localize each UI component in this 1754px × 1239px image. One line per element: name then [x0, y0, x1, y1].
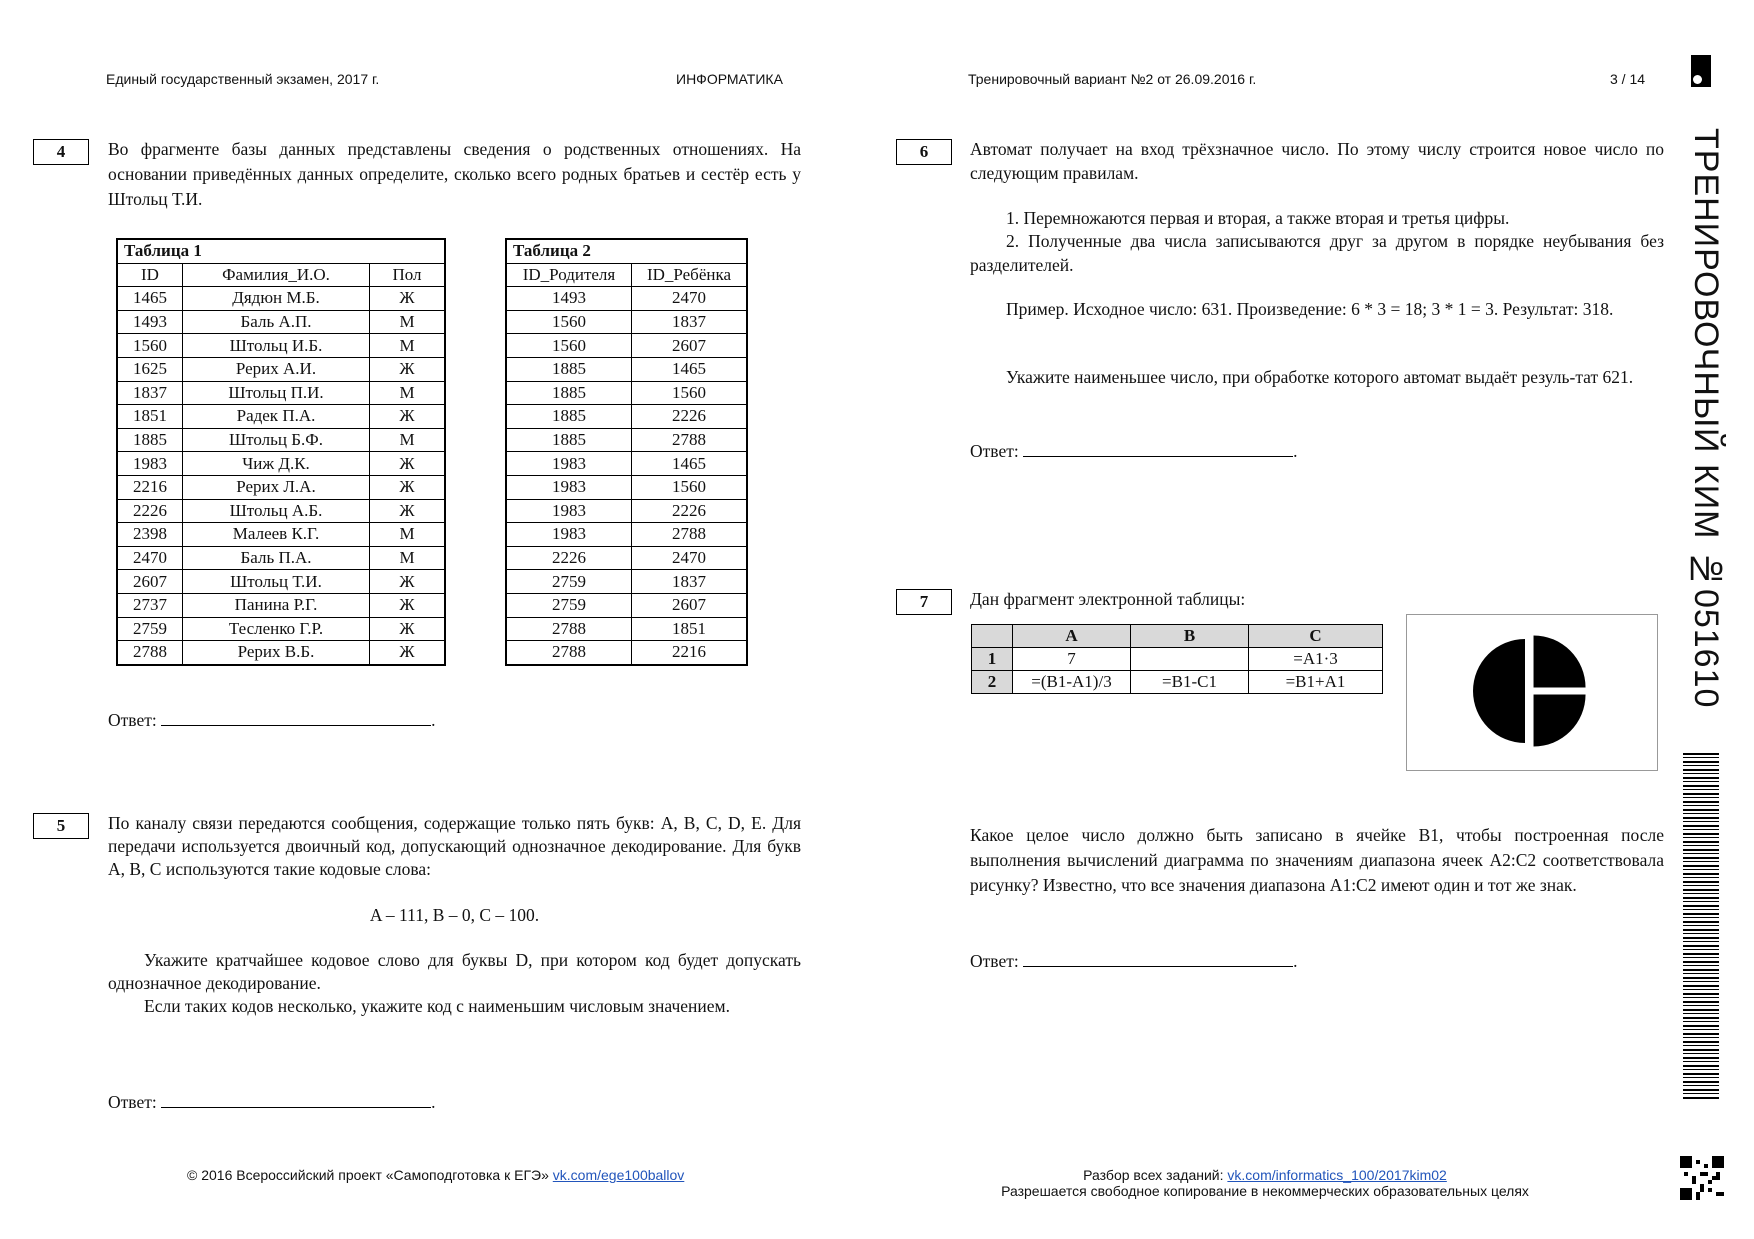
table-1-cell: Штольц Т.И. — [183, 570, 370, 594]
table-1-cell: 2737 — [117, 593, 183, 617]
answer-4-field[interactable] — [161, 708, 431, 726]
table-1-cell: 1851 — [117, 405, 183, 429]
table-2-row — [506, 334, 747, 358]
table-2-cell: 2470 — [632, 546, 748, 570]
table-2-row — [506, 357, 747, 381]
table-2-row — [506, 523, 747, 547]
table-2-cell: 2759 — [506, 593, 632, 617]
answer-6-field[interactable] — [1023, 439, 1293, 457]
question-number: 7 — [896, 589, 952, 615]
table-1-cell: Рерих В.Б. — [183, 641, 370, 665]
table-1-cell: Рерих Л.А. — [183, 475, 370, 499]
qr-code-icon — [1680, 1156, 1724, 1200]
table-1-row — [117, 523, 445, 547]
header-exam-title: Единый государственный экзамен, 2017 г. — [106, 71, 380, 87]
table-1-cell: 2398 — [117, 523, 183, 547]
table-2-row — [506, 617, 747, 641]
footer-copyright-text: © 2016 Всероссийский проект «Самоподготовка к ЕГЭ» — [187, 1167, 549, 1183]
table-2-row — [506, 428, 747, 452]
table-1-cell: М — [370, 428, 446, 452]
pie-chart — [1407, 615, 1657, 770]
table-1-caption: Таблица 1 — [117, 239, 445, 263]
table-1-row — [117, 310, 445, 334]
table-2-cell: 1493 — [506, 287, 632, 311]
sheet-cell — [1131, 648, 1249, 671]
table-1-cell: 1493 — [117, 310, 183, 334]
corner-mark-icon — [1691, 55, 1711, 87]
table-2-cell: 2788 — [632, 523, 748, 547]
question-6-text: Автомат получает на вход трёхзначное число. По этому числу строится новое число по следующим правилам. — [970, 139, 1664, 183]
table-2-cell: 1560 — [632, 475, 748, 499]
table-1-row — [117, 546, 445, 570]
table-1-cell: 1885 — [117, 428, 183, 452]
table-2-cell: 2788 — [506, 641, 632, 665]
table-1-row — [117, 381, 445, 405]
table-2-cell: 2216 — [632, 641, 748, 665]
footer-license: Разрешается свободное копирование в некоммерческих образовательных целях — [1001, 1183, 1529, 1199]
table-2-cell: 2759 — [506, 570, 632, 594]
table-1-cell: Штольц И.Б. — [183, 334, 370, 358]
table-2-cell: 2226 — [632, 405, 748, 429]
table-2-row — [506, 593, 747, 617]
table-1-cell: 2470 — [117, 546, 183, 570]
question-6-example: Пример. Исходное число: 631. Произведение: 6 * 3 = 18; 3 * 1 = 3. Результат: 318. — [1006, 299, 1614, 319]
table-2-cell: 1837 — [632, 310, 748, 334]
question-6-rule-2: 2. Полученные два числа записываются друг за другом в порядке неубывания без разделителей. — [970, 231, 1664, 275]
pie-slice — [1534, 695, 1586, 747]
sheet-col-header: B — [1131, 625, 1249, 648]
table-1-header: Пол — [370, 263, 446, 287]
table-1-row — [117, 499, 445, 523]
table-2-cell: 1983 — [506, 475, 632, 499]
question-7-task: Какое целое число должно быть записано в ячейке B1, чтобы построенная после выполнения вычислений диаграмма по значениям диапазона ячеек A2:C2 соответствовала рисунку? Известно, что все значения диапазона A1:C2 имеют один и тот же знак. — [970, 825, 1664, 895]
question-5-note: Если таких кодов несколько, укажите код с наименьшим числовым значением. — [144, 996, 731, 1016]
table-1-cell: Ж — [370, 475, 446, 499]
table-1-cell: Ж — [370, 357, 446, 381]
question-6-rule-1: 1. Перемножаются первая и вторая, а также вторая и третья цифры. — [1006, 208, 1510, 228]
table-1-cell: Ж — [370, 593, 446, 617]
table-2-cell: 1885 — [506, 428, 632, 452]
table-2-cell: 1837 — [632, 570, 748, 594]
table-1-cell: Чиж Д.К. — [183, 452, 370, 476]
pie-chart-frame — [1406, 614, 1658, 771]
table-1-cell: Ж — [370, 499, 446, 523]
question-number: 5 — [33, 813, 89, 839]
table-1-cell: М — [370, 546, 446, 570]
table-1-row — [117, 287, 445, 311]
sheet-cell: 7 — [1013, 648, 1131, 671]
table-1-row — [117, 357, 445, 381]
table-1-row — [117, 570, 445, 594]
answer-5: Ответ: . — [108, 1092, 436, 1112]
table-1-cell: 1625 — [117, 357, 183, 381]
table-2-cell: 1465 — [632, 357, 748, 381]
pie-slice — [1534, 635, 1586, 687]
table-1-cell: Дядюн М.Б. — [183, 287, 370, 311]
table-2-row — [506, 499, 747, 523]
table-1-cell: 1983 — [117, 452, 183, 476]
table-1-cell: М — [370, 310, 446, 334]
answer-4: Ответ: . — [108, 710, 436, 730]
table-2-cell: 1983 — [506, 499, 632, 523]
sheet-cell: =(B1-A1)/3 — [1013, 671, 1131, 694]
header-page-number: 3 / 14 — [1610, 71, 1646, 87]
table-1-cell: 2216 — [117, 475, 183, 499]
table-2-cell: 1465 — [632, 452, 748, 476]
table-1-row — [117, 334, 445, 358]
side-title: ТРЕНИРОВОЧНЫЙ КИМ №051610 — [1687, 128, 1725, 709]
answer-label: Ответ: — [108, 710, 157, 730]
question-4-text: Во фрагменте базы данных представлены сведения о родственных отношениях. На основании приведённых данных определите, сколько всего родных братьев и сестёр есть у Штольц Т.И. — [108, 139, 801, 209]
table-1 — [116, 238, 446, 666]
table-2-cell: 1885 — [506, 381, 632, 405]
table-1-row — [117, 475, 445, 499]
question-6-task: Укажите наименьшее число, при обработке которого автомат выдаёт резуль-тат 621. — [1006, 367, 1634, 387]
table-2-caption: Таблица 2 — [506, 239, 747, 263]
table-2-row — [506, 405, 747, 429]
question-5-text: По каналу связи передаются сообщения, содержащие только пять букв: A, B, C, D, E. Для передачи используется двоичный код, допускающий однозначное декодирование. Для букв A, B, C используются такие кодовые слова: — [108, 813, 801, 879]
table-1-cell: 2759 — [117, 617, 183, 641]
table-2-row — [506, 287, 747, 311]
table-2-cell: 1560 — [506, 334, 632, 358]
answer-6: Ответ: . — [970, 441, 1298, 461]
footer-link-informatics[interactable]: vk.com/informatics_100/2017kim02 — [1227, 1167, 1447, 1183]
table-1-cell: Рерих А.И. — [183, 357, 370, 381]
sheet-row-header: 1 — [972, 648, 1013, 671]
table-2-row — [506, 310, 747, 334]
table-2-header: ID_Родителя — [506, 263, 632, 287]
table-2-cell: 2226 — [632, 499, 748, 523]
table-1-cell: 1465 — [117, 287, 183, 311]
table-2-cell: 2607 — [632, 334, 748, 358]
table-2-cell: 1560 — [632, 381, 748, 405]
table-1-cell: 1560 — [117, 334, 183, 358]
table-1-cell: Малеев К.Г. — [183, 523, 370, 547]
table-2-cell: 1885 — [506, 357, 632, 381]
header-subject: ИНФОРМАТИКА — [676, 71, 783, 87]
sheet-corner — [972, 625, 1013, 648]
table-2-cell: 2470 — [632, 287, 748, 311]
sheet-col-header: C — [1249, 625, 1383, 648]
table-2-cell: 1983 — [506, 452, 632, 476]
question-number: 6 — [896, 139, 952, 165]
table-1-header: ID — [117, 263, 183, 287]
table-2-cell: 2788 — [632, 428, 748, 452]
pie-slice — [1473, 639, 1525, 743]
table-2-row — [506, 381, 747, 405]
table-2-cell: 2788 — [506, 617, 632, 641]
table-1-cell: Тесленко Г.Р. — [183, 617, 370, 641]
footer-link-vk[interactable]: vk.com/ege100ballov — [552, 1167, 685, 1183]
answer-label: Ответ: — [970, 951, 1019, 971]
table-1-cell: Радек П.А. — [183, 405, 370, 429]
spreadsheet-fragment — [971, 624, 1383, 694]
table-1-row — [117, 452, 445, 476]
table-1-cell: М — [370, 381, 446, 405]
table-1-cell: Баль П.А. — [183, 546, 370, 570]
table-1-cell: Ж — [370, 452, 446, 476]
table-1-header: Фамилия_И.О. — [183, 263, 370, 287]
table-2-row — [506, 452, 747, 476]
sheet-cell: =B1-C1 — [1131, 671, 1249, 694]
sheet-row-header: 2 — [972, 671, 1013, 694]
table-1-cell: Штольц П.И. — [183, 381, 370, 405]
table-1-row — [117, 428, 445, 452]
table-1-row — [117, 617, 445, 641]
table-1-row — [117, 641, 445, 665]
table-1-cell: М — [370, 523, 446, 547]
table-1-cell: Панина Р.Г. — [183, 593, 370, 617]
answer-label: Ответ: — [970, 441, 1019, 461]
table-1-cell: 1837 — [117, 381, 183, 405]
answer-5-field[interactable] — [161, 1090, 431, 1108]
table-1-cell: Штольц Б.Ф. — [183, 428, 370, 452]
table-2 — [505, 238, 748, 666]
question-7-text: Дан фрагмент электронной таблицы: — [970, 589, 1246, 609]
answer-label: Ответ: — [108, 1092, 157, 1112]
table-1-cell: Ж — [370, 405, 446, 429]
footer-copyright — [187, 1167, 684, 1183]
table-2-cell: 1885 — [506, 405, 632, 429]
table-2-row — [506, 570, 747, 594]
sheet-cell: =A1·3 — [1249, 648, 1383, 671]
footer-review-text: Разбор всех заданий: — [1083, 1167, 1224, 1183]
table-1-cell: 2226 — [117, 499, 183, 523]
table-1-cell: М — [370, 334, 446, 358]
header-variant: Тренировочный вариант №2 от 26.09.2016 г. — [968, 71, 1257, 87]
answer-7-field[interactable] — [1023, 949, 1293, 967]
table-1-cell: Ж — [370, 570, 446, 594]
table-2-row — [506, 641, 747, 665]
answer-7: Ответ: . — [970, 951, 1298, 971]
table-2-row — [506, 546, 747, 570]
table-1-cell: Ж — [370, 641, 446, 665]
table-1-cell: Ж — [370, 287, 446, 311]
footer-right — [1000, 1167, 1530, 1199]
table-2-cell: 1851 — [632, 617, 748, 641]
sheet-col-header: A — [1013, 625, 1131, 648]
table-2-row — [506, 475, 747, 499]
table-2-cell: 1983 — [506, 523, 632, 547]
question-number: 4 — [33, 139, 89, 165]
table-1-cell: Штольц А.Б. — [183, 499, 370, 523]
table-2-cell: 2226 — [506, 546, 632, 570]
table-2-cell: 2607 — [632, 593, 748, 617]
table-2-header: ID_Ребёнка — [632, 263, 748, 287]
table-1-row — [117, 593, 445, 617]
question-5-task: Укажите кратчайшее кодовое слово для буквы D, при котором код будет допускать однозначное декодирование. — [108, 950, 801, 993]
table-1-cell: Баль А.П. — [183, 310, 370, 334]
table-1-cell: 2788 — [117, 641, 183, 665]
table-1-cell: Ж — [370, 617, 446, 641]
sheet-cell: =B1+A1 — [1249, 671, 1383, 694]
barcode-icon — [1683, 753, 1719, 1100]
table-1-cell: 2607 — [117, 570, 183, 594]
question-5-codes: A – 111, B – 0, C – 100. — [369, 905, 540, 925]
table-1-row — [117, 405, 445, 429]
table-2-cell: 1560 — [506, 310, 632, 334]
